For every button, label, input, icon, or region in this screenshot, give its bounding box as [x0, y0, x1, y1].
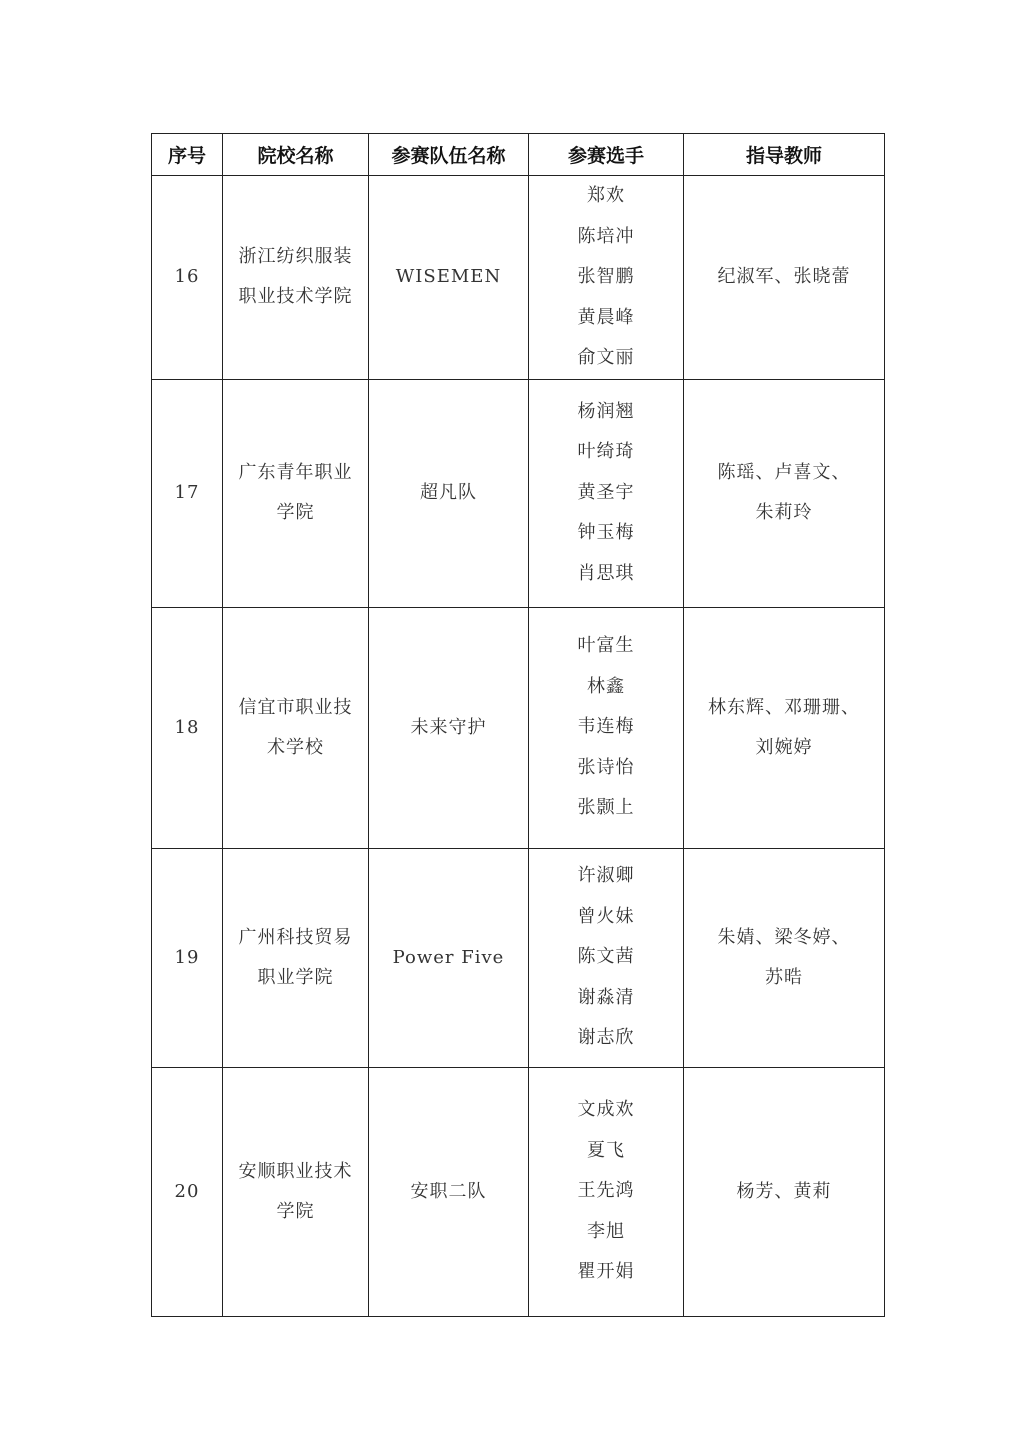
player-name: 黄圣宇	[577, 481, 635, 503]
teacher-line: 林东辉、邓珊珊、	[708, 696, 860, 718]
school-line: 术学校	[267, 736, 324, 758]
table-row	[152, 1067, 885, 1316]
school-name	[223, 848, 369, 1067]
player-name: 曾火妹	[577, 905, 635, 927]
school-name	[223, 379, 369, 607]
row-num: 18	[152, 607, 223, 848]
row-num: 19	[152, 848, 223, 1067]
player-name: 叶绮琦	[577, 441, 635, 463]
school-line: 职业技术学院	[238, 286, 353, 308]
school-name	[223, 176, 369, 380]
player-name: 王先鸿	[577, 1180, 635, 1202]
header-num: 序号	[152, 134, 223, 176]
player-name: 杨润翘	[577, 400, 635, 422]
teachers-cell	[684, 607, 885, 848]
player-name: 陈培冲	[577, 225, 635, 247]
player-name: 钟玉梅	[577, 522, 635, 544]
teacher-line: 苏晧	[765, 966, 803, 988]
team-name: WISEMEN	[369, 176, 529, 380]
player-name: 谢志欣	[577, 1027, 635, 1049]
players-cell	[529, 607, 684, 848]
teacher-line: 陈瑶、卢喜文、	[717, 462, 851, 483]
players-cell	[529, 379, 684, 607]
team-name: 安职二队	[369, 1067, 529, 1316]
row-num: 17	[152, 379, 223, 607]
school-line: 职业学院	[257, 966, 334, 988]
player-name: 谢淼清	[577, 986, 635, 1008]
teacher-line: 刘婉婷	[755, 736, 813, 758]
teachers-cell	[684, 848, 885, 1067]
header-players: 参赛选手	[529, 134, 684, 176]
table-header-row	[152, 134, 885, 176]
players-cell	[529, 1067, 684, 1316]
table-row	[152, 176, 885, 380]
header-school: 院校名称	[223, 134, 369, 176]
teachers-cell	[684, 379, 885, 607]
table-row	[152, 379, 885, 607]
school-line: 广东青年职业	[238, 462, 353, 483]
player-name: 肖思琪	[577, 562, 635, 584]
header-team: 参赛队伍名称	[369, 134, 529, 176]
header-teachers: 指导教师	[684, 134, 885, 176]
player-name: 张诗怡	[577, 756, 635, 778]
school-line: 学院	[276, 502, 315, 523]
player-name: 俞文丽	[577, 347, 635, 368]
teacher-line: 纪淑军、张晓蕾	[717, 266, 851, 288]
player-name: 李旭	[587, 1220, 625, 1242]
school-name	[223, 607, 369, 848]
player-name: 文成欢	[577, 1099, 635, 1121]
teacher-line: 杨芳、黄莉	[736, 1180, 832, 1202]
players-cell	[529, 848, 684, 1067]
teachers-cell	[684, 1067, 885, 1316]
school-line: 广州科技贸易	[238, 926, 353, 948]
school-line: 浙江纺织服装	[238, 246, 353, 268]
school-line: 信宜市职业技	[238, 696, 353, 718]
player-name: 叶富生	[577, 635, 635, 657]
row-num: 20	[152, 1067, 223, 1316]
player-name: 韦连梅	[577, 716, 635, 738]
table-row	[152, 607, 885, 848]
teacher-line: 朱婧、梁冬婷、	[717, 926, 851, 948]
team-name: 超凡队	[369, 379, 529, 607]
player-name: 郑欢	[587, 185, 625, 206]
player-name: 瞿开娟	[577, 1261, 635, 1283]
team-name: 未来守护	[369, 607, 529, 848]
player-name: 夏飞	[587, 1139, 625, 1161]
school-line: 安顺职业技术	[238, 1160, 353, 1182]
school-name	[223, 1067, 369, 1316]
player-name: 林鑫	[587, 675, 625, 697]
player-name: 陈文茜	[577, 946, 635, 968]
player-name: 张智鹏	[577, 266, 635, 287]
team-name: Power Five	[369, 848, 529, 1067]
team-roster-table	[151, 133, 885, 1317]
teacher-line: 朱莉玲	[755, 502, 813, 523]
players-cell	[529, 176, 684, 380]
row-num: 16	[152, 176, 223, 380]
player-name: 黄晨峰	[577, 306, 635, 328]
teachers-cell	[684, 176, 885, 380]
school-line: 学院	[276, 1200, 315, 1222]
table-row	[152, 848, 885, 1067]
player-name: 许淑卿	[577, 865, 635, 887]
player-name: 张颢上	[577, 797, 635, 819]
